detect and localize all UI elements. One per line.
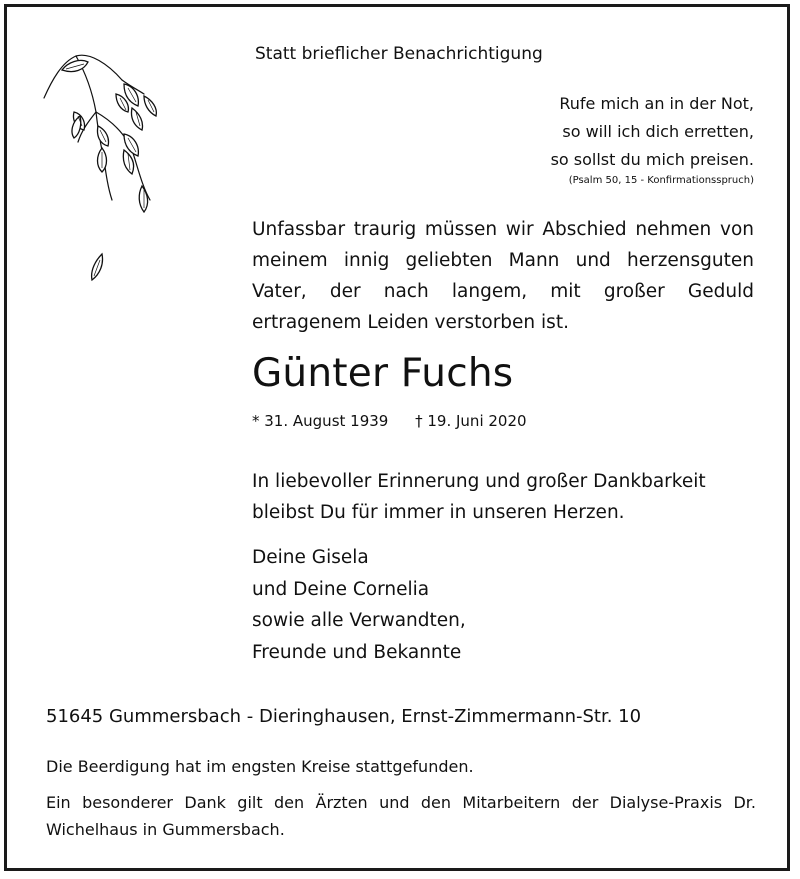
signature-line: Deine Gisela bbox=[252, 547, 369, 568]
signature-line: Freunde und Bekannte bbox=[252, 641, 462, 663]
thanks-text: Ein besonderer Dank gilt den Ärzten und den Mitarbeitern der Dialyse-Praxis Dr. Wichelhaus in Gummersbach. bbox=[46, 793, 756, 839]
remembrance-text bbox=[252, 466, 706, 528]
address: 51645 Gummersbach - Dieringhausen, Ernst-Zimmermann-Str. 10 bbox=[46, 706, 642, 727]
birth-date: * 31. August 1939 bbox=[252, 412, 389, 430]
psalm-line: so will ich dich erretten, bbox=[562, 122, 754, 141]
intro-text: Unfassbar traurig müssen wir Abschied nehmen von meinem innig geliebten Mann und herzensguten Vater, der nach langem, mit großer Geduld ertragenem Leiden verstorben ist. bbox=[252, 219, 754, 333]
birch-branch-icon bbox=[38, 50, 168, 300]
remembrance-line: bleibst Du für immer in unseren Herzen. bbox=[252, 502, 625, 523]
psalm-line: so sollst du mich preisen. bbox=[550, 150, 754, 169]
death-date: † 19. Juni 2020 bbox=[415, 412, 527, 430]
psalm-source: (Psalm 50, 15 - Konfirmationsspruch) bbox=[568, 175, 754, 186]
psalm-verse bbox=[530, 90, 754, 174]
remembrance-line: In liebevoller Erinnerung und großer Dankbarkeit bbox=[252, 471, 706, 492]
life-dates bbox=[252, 412, 527, 430]
psalm-line: Rufe mich an in der Not, bbox=[559, 94, 754, 113]
deceased-name: Günter Fuchs bbox=[252, 351, 514, 396]
signature-line: sowie alle Verwandten, bbox=[252, 610, 466, 631]
funeral-note: Die Beerdigung hat im engsten Kreise stattgefunden. bbox=[46, 757, 474, 776]
signature-line: und Deine Cornelia bbox=[252, 578, 430, 600]
mourners-signature bbox=[252, 542, 466, 668]
header-title: Statt brieflicher Benachrichtigung bbox=[255, 44, 543, 64]
